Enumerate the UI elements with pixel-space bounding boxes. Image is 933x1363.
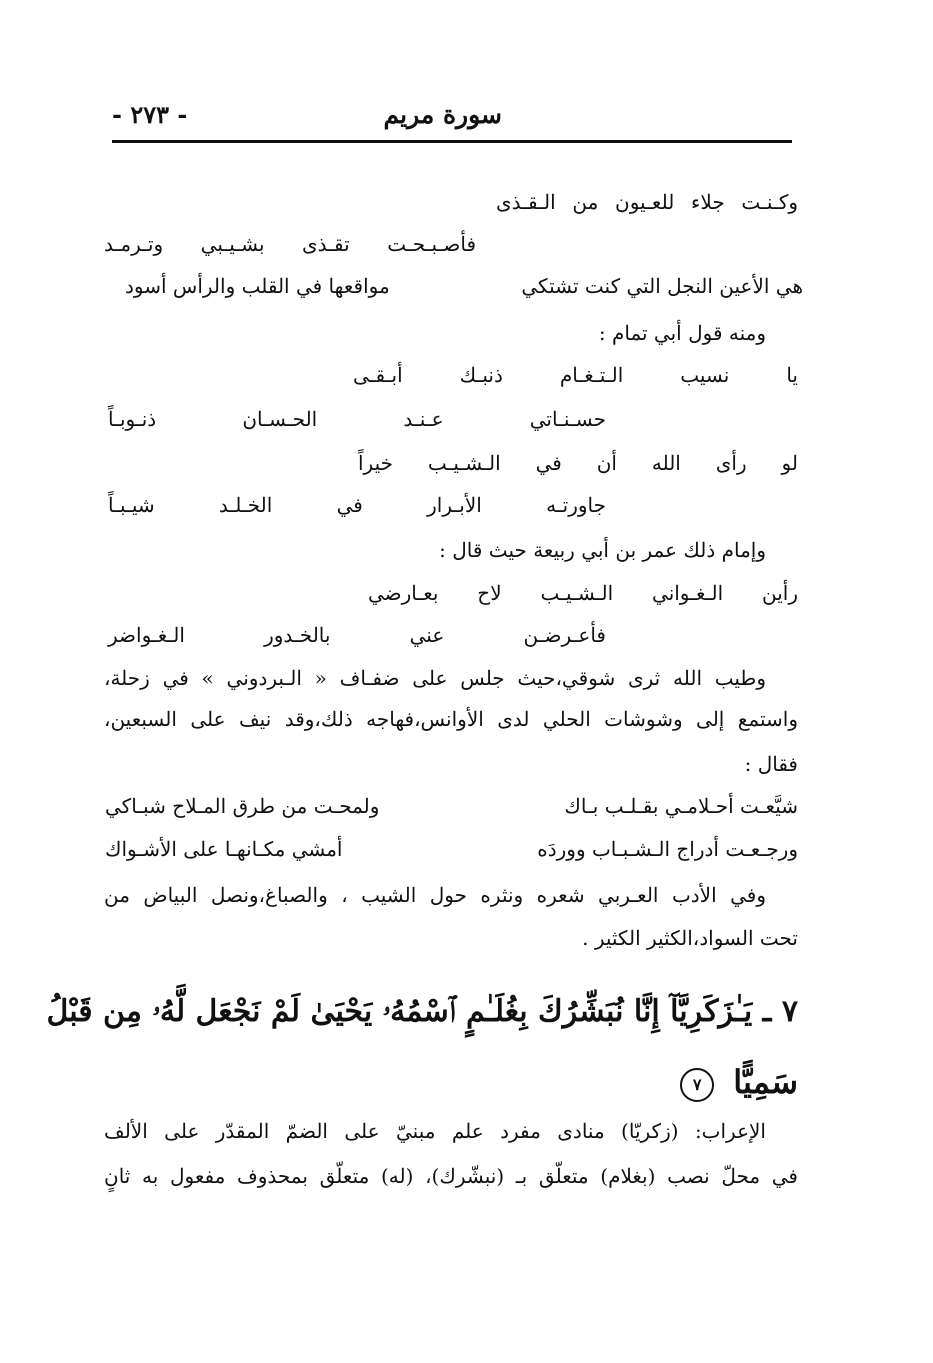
ayah-number-icon: ٧ <box>680 1068 714 1102</box>
page-number: - ٢٧٣ - <box>112 100 188 129</box>
shawqi-row2-left: أمشي مكـانهـا على الأشـواك <box>105 837 343 861</box>
shawqi-row2-right: ورجـعـت أدراج الـشـبـاب ووردَه <box>537 837 798 861</box>
page-header <box>112 92 792 138</box>
verse-left-half: مواقعها في القلب والرأس أسود <box>125 274 390 298</box>
shawqi-row1-left: ولمحـت من طرق المـلاح شبـاكي <box>105 794 380 818</box>
poem1-line1: وكـنـت جلاء للعـيون من الـقـذى <box>496 190 798 214</box>
shawqi-para-line1: وطيب الله ثرى شوقي،حيث جلس على ضفـاف « الـبردوني » في زحلة، <box>104 666 766 690</box>
shawqi-para-line3: فقال : <box>744 752 798 776</box>
umar-intro: وإمام ذلك عمر بن أبي ربيعة حيث قال : <box>439 538 766 562</box>
irab-line2: في محلّ نصب (بغلام) متعلّق بـ (نبشّرك)، (له) متعلّق بمحذوف مفعول به ثانٍ <box>104 1164 798 1188</box>
closing-line2: تحت السواد،الكثير الكثير . <box>582 926 798 950</box>
quran-verse-line1: ٧ ـ يَـٰزَكَرِيَّآ إِنَّا نُبَشِّرُكَ بِغُلَـٰمٍ ٱسْمُهُۥ يَحْيَىٰ لَمْ نَجْعَل لَّهُۥ مِن قَبْلُ <box>46 994 798 1029</box>
abu-tammam-intro: ومنه قول أبي تمام : <box>598 321 766 345</box>
poem1-line2: فأصـبـحـت تقـذى بشـيـبي وتـرمـد <box>104 232 476 256</box>
surah-title: سورة مريم <box>383 100 502 129</box>
abu-tammam-line3: لو رأى الله أن في الـشـيـب خيراً <box>358 451 798 475</box>
quran-verse-line2-wrap <box>680 1060 798 1104</box>
umar-line1: رأين الـغـواني الـشـيـب لاح بعـارضي <box>368 581 798 605</box>
shawqi-row1-right: شيَّعـت أحـلامـي بقـلـب بـاك <box>564 794 798 818</box>
abu-tammam-line1: يا نسيب الـتـغـام ذنبـك أبـقـى <box>353 363 798 387</box>
irab-line1: الإعراب: (زكريّا) منادى مفرد علم مبنيّ على الضمّ المقدّر على الألف <box>104 1119 766 1143</box>
quran-verse-line2: سَمِيًّا <box>733 1063 798 1101</box>
header-rule <box>112 140 792 143</box>
closing-line1: وفي الأدب العـربي شعره ونثره حول الشيب ، والصباغ،ونصل البياض من <box>104 883 766 907</box>
umar-line2: فأعـرضـن عني بالخـدور الـغـواضر <box>108 623 606 647</box>
shawqi-para-line2: واستمع إلى وشوشات الحلي لدى الأوانس،فهاجه ذلك،وقد نيف على السبعين، <box>104 707 798 731</box>
verse-right-half: هي الأعين النجل التي كنت تشتكي <box>521 274 803 298</box>
abu-tammam-line4: جاورتـه الأبـرار في الخـلـد شيـبـاً <box>108 493 606 517</box>
abu-tammam-line2: حسـنـاتي عـنـد الحـسـان ذنـوبـاً <box>108 407 606 431</box>
